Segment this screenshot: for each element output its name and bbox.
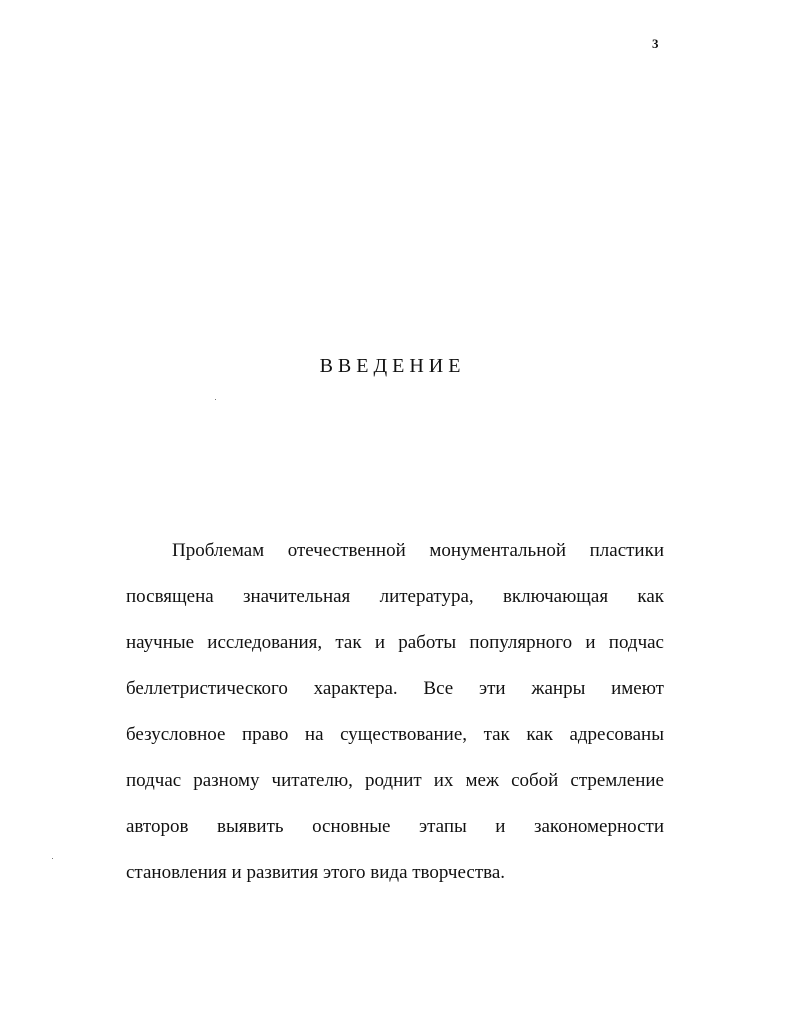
introduction-paragraph [126,537,664,905]
paragraph-line: беллетристического характера. Все эти жанры имеют [126,678,664,699]
paragraph-line: безусловное право на существование, так как адресованы [126,724,664,745]
paragraph-line: научные исследования, так и работы популярного и подчас [126,632,664,653]
paragraph-line: подчас разному читателю, роднит их меж собой стремление [126,770,664,791]
paragraph-line: Проблемам отечественной монументальной пластики [172,540,664,561]
page-number: 3 [652,36,659,51]
paragraph-line: становления и развития этого вида творчества. [126,862,506,883]
paragraph-line: авторов выявить основные этапы и закономерности [126,816,664,837]
scan-speck [215,399,216,400]
section-heading: ВВЕДЕНИЕ [319,355,466,377]
scan-speck [52,858,53,859]
paragraph-line: посвящена значительная литература, включающая как [126,586,664,607]
